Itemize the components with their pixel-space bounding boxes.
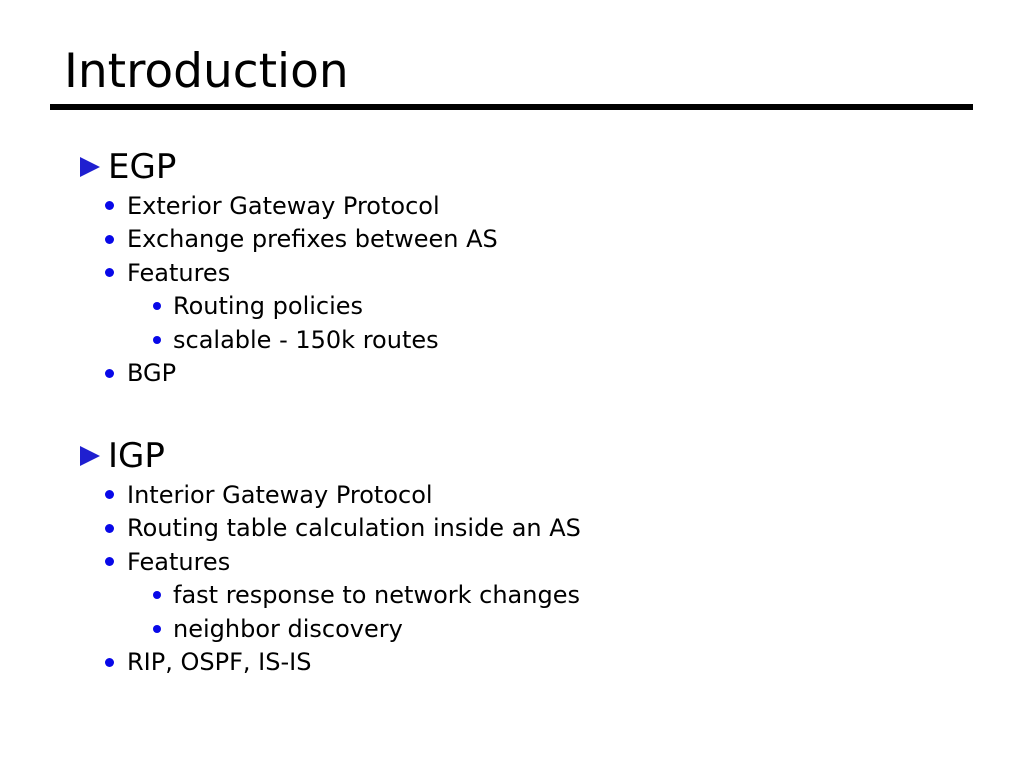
dot-bullet-icon — [105, 201, 114, 210]
triangle-bullet-icon — [80, 446, 100, 466]
list-item-label: Routing table calculation inside an AS — [127, 514, 581, 543]
list-item-label: BGP — [127, 359, 177, 388]
list-item-level3 — [80, 290, 980, 324]
dot-bullet-icon — [105, 369, 114, 378]
list-item-level2 — [80, 357, 980, 391]
list-item-level1 — [80, 145, 980, 189]
title-underline-rule — [50, 104, 973, 110]
list-item-label: Routing policies — [173, 292, 364, 321]
list-item-label: Features — [127, 258, 231, 287]
section-heading: IGP — [108, 436, 165, 476]
dot-bullet-icon — [105, 557, 114, 566]
list-item-level2 — [80, 223, 980, 257]
dot-bullet-icon — [105, 490, 114, 499]
section-egp — [80, 145, 980, 390]
list-item-level3 — [80, 612, 980, 646]
section-igp — [80, 434, 980, 679]
list-item-label: Features — [127, 547, 231, 576]
dot-bullet-icon — [105, 235, 114, 244]
list-item-label: fast response to network changes — [173, 581, 580, 610]
list-item-level2 — [80, 189, 980, 223]
list-item-label: Exterior Gateway Protocol — [127, 191, 440, 220]
list-item-label: Interior Gateway Protocol — [127, 480, 433, 509]
dot-bullet-icon — [105, 524, 114, 533]
slide-title: Introduction — [64, 44, 349, 99]
list-item-level2 — [80, 512, 980, 546]
list-item-label: RIP, OSPF, IS-IS — [127, 648, 312, 677]
dot-bullet-icon — [153, 591, 161, 599]
dot-bullet-icon — [105, 658, 114, 667]
list-item-label: neighbor discovery — [173, 614, 403, 643]
list-item-level3 — [80, 323, 980, 357]
list-item-level2 — [80, 646, 980, 680]
section-heading: EGP — [108, 147, 177, 187]
slide-body — [80, 145, 980, 679]
dot-bullet-icon — [105, 268, 114, 277]
section-spacer — [80, 390, 980, 434]
list-item-level2 — [80, 478, 980, 512]
dot-bullet-icon — [153, 302, 161, 310]
list-item-level2 — [80, 256, 980, 290]
list-item-level3 — [80, 579, 980, 613]
list-item-label: Exchange prefixes between AS — [127, 225, 498, 254]
dot-bullet-icon — [153, 625, 161, 633]
dot-bullet-icon — [153, 336, 161, 344]
list-item-label: scalable - 150k routes — [173, 325, 439, 354]
triangle-bullet-icon — [80, 157, 100, 177]
list-item-level2 — [80, 545, 980, 579]
list-item-level1 — [80, 434, 980, 478]
